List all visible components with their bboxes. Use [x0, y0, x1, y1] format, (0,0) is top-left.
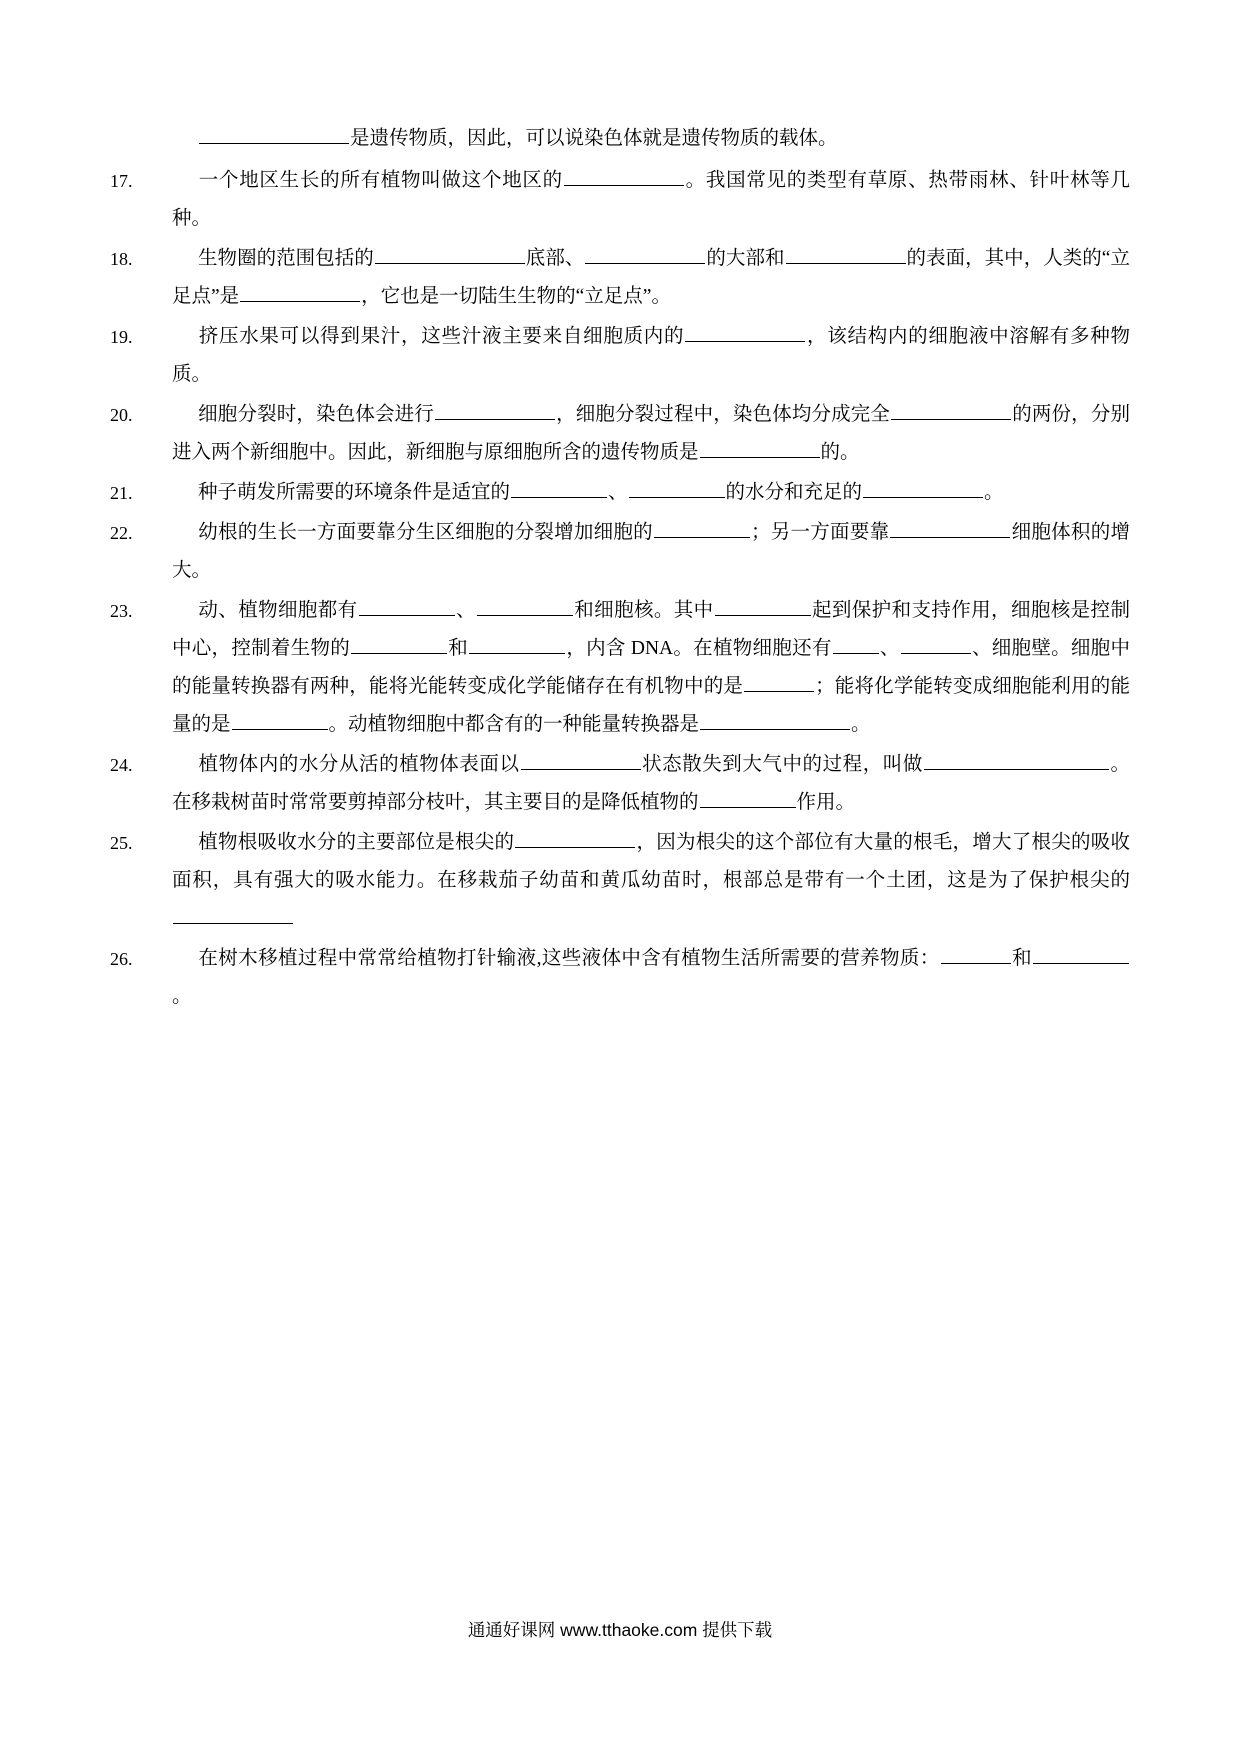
question-text	[172, 396, 1130, 472]
answer-blank[interactable]	[654, 516, 750, 538]
lead-line-text: 是遗传物质，因此，可以说染色体就是遗传物质的载体。	[350, 128, 838, 149]
question-text	[172, 240, 1130, 316]
question-number: 26.	[110, 949, 133, 970]
answer-blank[interactable]	[700, 786, 796, 808]
question-item	[110, 592, 1130, 744]
question-number: 24.	[110, 755, 133, 776]
answer-blank[interactable]	[941, 942, 1011, 964]
question-text-segment: 的表面，其中，人类的“立足点”是	[172, 248, 1130, 308]
answer-blank[interactable]	[833, 632, 879, 654]
question-text-segment: ；能将化学能转变成细胞能利用的能量的是	[172, 676, 1130, 736]
document-body	[110, 120, 1130, 1016]
answer-blank[interactable]	[585, 242, 705, 264]
question-text-segment: ，内含 DNA。在植物细胞还有	[566, 638, 832, 660]
answer-blank[interactable]	[199, 122, 349, 144]
question-text	[172, 514, 1130, 590]
question-item	[110, 746, 1130, 822]
question-text-segment: 种子萌发所需要的环境条件是适宜的	[198, 482, 511, 504]
question-number: 19.	[110, 327, 133, 348]
question-item	[110, 474, 1130, 512]
question-text-segment: 、	[879, 638, 900, 660]
answer-blank[interactable]	[511, 476, 607, 498]
question-item	[110, 162, 1130, 238]
question-text-segment: 底部、	[525, 248, 585, 270]
answer-blank[interactable]	[891, 398, 1011, 420]
question-text-segment: 。	[172, 986, 192, 1008]
question-text-segment: 。	[851, 714, 871, 736]
question-text-segment: 的大部和	[706, 248, 785, 270]
answer-blank[interactable]	[359, 594, 455, 616]
question-text-segment: 的水分和充足的	[725, 482, 863, 504]
question-text-segment: 、	[608, 482, 628, 504]
question-text-segment: 动、植物细胞都有	[198, 600, 358, 622]
question-text	[172, 592, 1130, 744]
question-text-segment: 的两份，分别进入两个新细胞中。因此，新细胞与原细胞所含的遗传物质是	[172, 404, 1130, 464]
question-number: 17.	[110, 171, 133, 192]
question-number: 21.	[110, 483, 133, 504]
question-text-segment: 在树木移植过程中常常给植物打针输液,这些液体中含有植物生活所需要的营养物质：	[198, 948, 940, 970]
question-text-segment: 植物根吸收水分的主要部位是根尖的	[198, 832, 515, 854]
answer-blank[interactable]	[351, 632, 447, 654]
page-footer: 通通好课网 www.tthaoke.com 提供下载	[467, 1620, 773, 1640]
question-item	[110, 940, 1130, 1016]
question-text-segment: 的。	[820, 442, 860, 464]
question-text-segment: 细胞体积的增大。	[172, 522, 1130, 582]
question-text-segment: 细胞分裂时，染色体会进行	[198, 404, 434, 426]
answer-blank[interactable]	[890, 516, 1010, 538]
question-number: 22.	[110, 523, 133, 544]
lead-line	[198, 120, 1130, 158]
question-text-segment: 起到保护和支持作用，细胞核是控制中心，控制着生物的	[172, 600, 1130, 660]
question-item	[110, 240, 1130, 316]
answer-blank[interactable]	[375, 242, 525, 264]
question-text-segment: 和细胞核。其中	[573, 600, 714, 622]
question-text-segment: 挤压水果可以得到果汁，这些汁液主要来自细胞质内的	[198, 326, 685, 348]
question-text-segment: 、	[455, 600, 476, 622]
answer-blank[interactable]	[232, 708, 328, 730]
answer-blank[interactable]	[901, 632, 971, 654]
question-text-segment: ，它也是一切陆生生物的“立足点”。	[361, 286, 671, 308]
question-number: 20.	[110, 405, 133, 426]
question-text-segment: 和	[1011, 948, 1032, 970]
answer-blank[interactable]	[173, 902, 293, 924]
answer-blank[interactable]	[240, 280, 360, 302]
answer-blank[interactable]	[469, 632, 565, 654]
question-number: 23.	[110, 601, 133, 622]
answer-blank[interactable]	[863, 476, 983, 498]
question-text	[172, 162, 1130, 238]
question-text-segment: ，细胞分裂过程中，染色体均分成完全	[555, 404, 891, 426]
answer-blank[interactable]	[786, 242, 906, 264]
question-text-segment: ，因为根尖的这个部位有大量的根毛，增大了根尖的吸收面积，具有强大的吸水能力。在移栽茄子幼苗和黄瓜幼苗时，根部总是带有一个土团，这是为了保护根尖的	[172, 832, 1130, 892]
question-text	[172, 940, 1130, 1016]
question-text-segment: 作用。	[796, 792, 856, 814]
question-item	[110, 514, 1130, 590]
question-text-segment: 。在移栽树苗时常常要剪掉部分枝叶，其主要目的是降低植物的	[172, 754, 1130, 814]
question-text-segment: ；另一方面要靠	[750, 522, 890, 544]
question-item	[110, 824, 1130, 938]
question-text-segment: 幼根的生长一方面要靠分生区细胞的分裂增加细胞的	[198, 522, 653, 544]
answer-blank[interactable]	[700, 436, 820, 458]
answer-blank[interactable]	[924, 748, 1109, 770]
question-list	[110, 162, 1130, 1016]
question-text-segment: ，该结构内的细胞液中溶解有多种物质。	[172, 326, 1130, 386]
question-text-segment: 。动植物细胞中都含有的一种能量转换器是	[328, 714, 700, 736]
question-item	[110, 318, 1130, 394]
answer-blank[interactable]	[700, 708, 850, 730]
answer-blank[interactable]	[715, 594, 811, 616]
answer-blank[interactable]	[435, 398, 555, 420]
answer-blank[interactable]	[629, 476, 725, 498]
question-text-segment: 。	[984, 482, 1004, 504]
question-number: 18.	[110, 249, 133, 270]
question-number: 25.	[110, 833, 133, 854]
question-text-segment: 。我国常见的类型有草原、热带雨林、针叶林等几种。	[172, 170, 1130, 230]
answer-blank[interactable]	[685, 320, 805, 342]
question-text	[172, 746, 1130, 822]
question-text-segment: 一个地区生长的所有植物叫做这个地区的	[198, 170, 563, 192]
question-text	[172, 474, 1130, 512]
question-text-segment: 植物体内的水分从活的植物体表面以	[198, 754, 520, 776]
answer-blank[interactable]	[515, 826, 635, 848]
answer-blank[interactable]	[1033, 942, 1129, 964]
answer-blank[interactable]	[564, 164, 684, 186]
question-text-segment: 、细胞壁。细胞中的能量转换器有两种，能将光能转变成化学能储存在有机物中的是	[172, 638, 1130, 698]
answer-blank[interactable]	[521, 748, 641, 770]
question-text-segment: 状态散失到大气中的过程，叫做	[641, 754, 923, 776]
question-text-segment: 生物圈的范围包括的	[198, 248, 374, 270]
question-item	[110, 396, 1130, 472]
question-text	[172, 824, 1130, 938]
question-text-segment: 和	[448, 638, 469, 660]
question-text	[172, 318, 1130, 394]
answer-blank[interactable]	[477, 594, 573, 616]
answer-blank[interactable]	[744, 670, 814, 692]
